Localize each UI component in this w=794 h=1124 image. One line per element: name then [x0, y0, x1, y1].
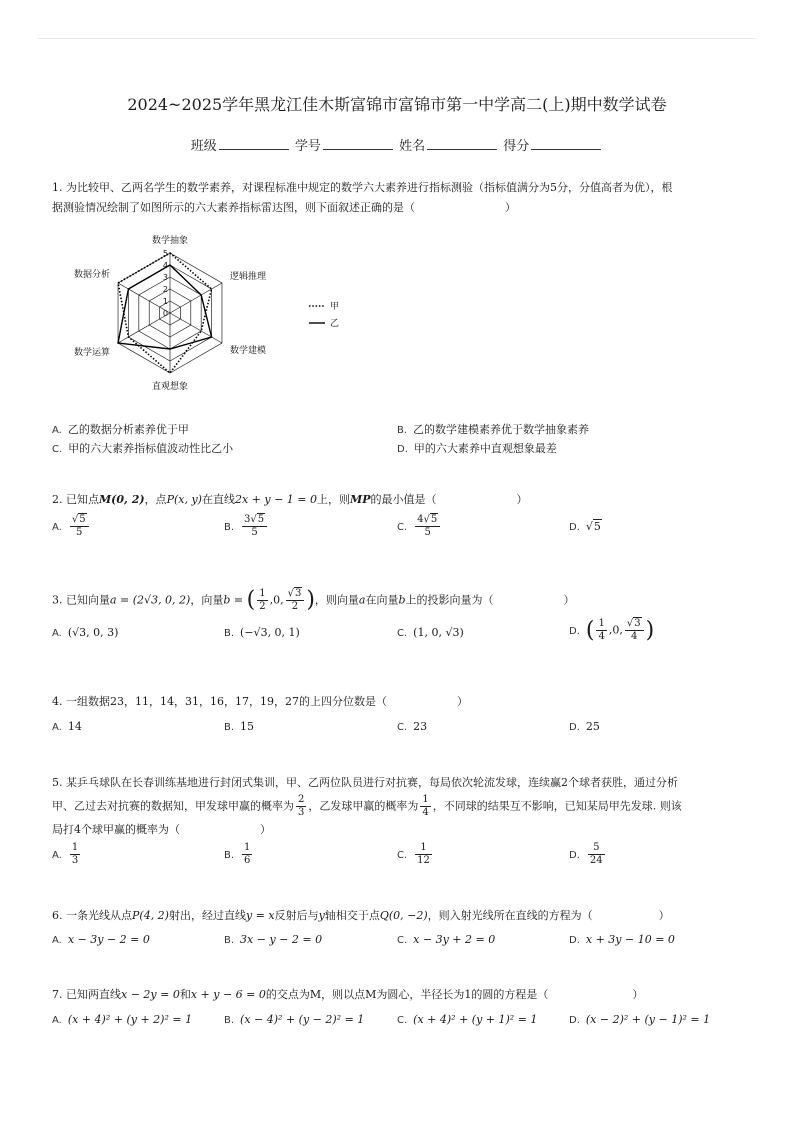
- question-6: 6. 一条光线从点P(4, 2)射出，经过直线y = x反射后与y轴相交于点Q(0, −2)，则入射光线所在直线的方程为（ ）: [52, 909, 670, 922]
- question-2: 2. 已知点M(0, 2)，点P(x, y)在直线2x + y − 1 = 0上，则MP的最小值是（ ）: [52, 493, 528, 506]
- q5-option-d[interactable]: D. $\frac{5}{24}$: [569, 842, 603, 866]
- page-title: 2024~2025学年黑龙江佳木斯富锦市富锦市第一中学高二(上)期中数学试卷: [127, 95, 667, 114]
- q2-option-b[interactable]: B. $\frac{3√5}{5}$: [224, 514, 269, 539]
- radar-chart: [52, 224, 352, 404]
- q1-line2: 据测验情况绘制了如图所示的六大素养指标雷达图，则下面叙述正确的是（ ）: [52, 201, 516, 214]
- q7-option-b[interactable]: B. (x − 4)² + (y − 2)² = 1: [224, 1013, 365, 1026]
- q5-line1: 5. 某乒乓球队在长春训练基地进行封闭式集训，甲、乙两位队员进行对抗赛，每局依次轮流发球，连续赢2个球者获胜，通过分析: [52, 776, 678, 789]
- radar-tick-0: 0: [162, 309, 168, 318]
- q5-line2: 甲、乙过去对抗赛的数据知，甲发球甲赢的概率为 $\frac{2}{3}$ ，乙发球甲赢的概率为 $\frac{1}{4}$ ，不同球的结果互不影响，已知某局甲先发球. 则该: [52, 794, 682, 818]
- radar-tick-2: 2: [162, 285, 168, 294]
- question-1: [52, 178, 742, 218]
- q4-option-c[interactable]: C. 23: [397, 720, 428, 733]
- q6-option-b[interactable]: B. 3x − y − 2 = 0: [224, 933, 323, 946]
- q5-line3: 局打4个球甲赢的概率为（ ）: [52, 823, 271, 836]
- question-4: 4. 一组数据23，11，14，31，16，17，19，27的上四分位数是（ ）: [52, 695, 468, 708]
- q2-option-d[interactable]: D. √5: [569, 520, 601, 533]
- q3-option-b[interactable]: B. (−√3, 0, 1): [224, 626, 300, 639]
- q1-option-a[interactable]: A. 乙的数据分析素养优于甲: [52, 423, 189, 436]
- q2-option-a[interactable]: A. $\frac{√5}{5}$: [52, 514, 91, 539]
- radar-ticks: [163, 249, 168, 318]
- q1-option-d[interactable]: D. 甲的六大素养中直观想象最差: [397, 442, 557, 455]
- q7-option-a[interactable]: A. (x + 4)² + (y + 2)² = 1: [52, 1013, 193, 1026]
- q3-option-d[interactable]: D. ( $\frac{1}{4}$ ,0, $\frac{√3}{4}$ ): [569, 618, 655, 643]
- radar-tick-5: 5: [162, 249, 168, 258]
- legend-label-1: 乙: [330, 319, 340, 329]
- question-7: 7. 已知两直线x − 2y = 0和x + y − 6 = 0的交点为M，则以点M为圆心，半径长为1的圆的方程是（ ）: [52, 988, 644, 1001]
- radar-axis-label-3: 直观想象: [151, 382, 189, 392]
- q7-option-d[interactable]: D. (x − 2)² + (y − 1)² = 1: [569, 1013, 711, 1026]
- class-field[interactable]: [219, 137, 289, 150]
- radar-spoke-1: [170, 283, 222, 313]
- class-label: 班级: [190, 139, 217, 154]
- student-info-bar: [0, 135, 794, 154]
- q1-option-c[interactable]: C. 甲的六大素养指标值波动性比乙小: [52, 442, 234, 455]
- radar-tick-3: 3: [162, 273, 168, 282]
- name-field[interactable]: [427, 137, 497, 150]
- radar-spoke-2: [170, 313, 222, 343]
- legend-label-0: 甲: [330, 302, 340, 312]
- name-label: 姓名: [399, 139, 426, 154]
- top-rule: [38, 38, 756, 39]
- question-3: 3. 已知向量a = (2√3, 0, 2)，向量b = ( $\frac{1}{2}$ ,0, $\frac{√3}{2}$ )，则向量a在向量b上的投影向量为（ ）: [52, 587, 575, 613]
- q4-option-a[interactable]: A. 14: [52, 720, 82, 733]
- radar-axis-label-1: 逻辑推理: [229, 272, 266, 282]
- radar-tick-4: 4: [162, 261, 168, 270]
- q5-option-c[interactable]: C. $\frac{1}{12}$: [397, 842, 430, 866]
- radar-legend: [309, 301, 339, 329]
- score-label: 得分: [503, 139, 530, 154]
- q2-option-c[interactable]: C. $\frac{4√5}{5}$: [397, 514, 442, 539]
- score-field[interactable]: [531, 137, 601, 150]
- q6-option-a[interactable]: A. x − 3y − 2 = 0: [52, 933, 150, 946]
- question-5: [52, 772, 742, 841]
- radar-tick-1: 1: [162, 297, 168, 306]
- id-field[interactable]: [323, 137, 393, 150]
- q5-option-b[interactable]: B. $\frac{1}{6}$: [224, 842, 251, 866]
- radar-axis-label-5: 数据分析: [74, 270, 111, 280]
- q1-option-b[interactable]: B. 乙的数学建模素养优于数学抽象素养: [397, 423, 590, 436]
- q3-option-a[interactable]: A. (√3, 0, 3): [52, 626, 119, 639]
- q4-option-d[interactable]: D. 25: [569, 720, 600, 733]
- radar-axis-label-2: 数学建模: [229, 346, 266, 356]
- q3-option-c[interactable]: C. (1, 0, √3): [397, 626, 464, 639]
- q6-option-c[interactable]: C. x − 3y + 2 = 0: [397, 933, 496, 946]
- q6-option-d[interactable]: D. x + 3y − 10 = 0: [569, 933, 675, 946]
- q5-option-a[interactable]: A. $\frac{1}{3}$: [52, 842, 79, 866]
- radar-axis-label-4: 数学运算: [74, 348, 111, 358]
- radar-axis-label-0: 数学抽象: [151, 236, 189, 246]
- q1-line1: 1. 为比较甲、乙两名学生的数学素养，对课程标准中规定的数学六大素养进行指标测验（指标值满分为5分，分值高者为优），根: [52, 181, 673, 194]
- q7-option-c[interactable]: C. (x + 4)² + (y + 1)² = 1: [397, 1013, 538, 1026]
- q4-option-b[interactable]: B. 15: [224, 720, 255, 733]
- id-label: 学号: [294, 139, 321, 154]
